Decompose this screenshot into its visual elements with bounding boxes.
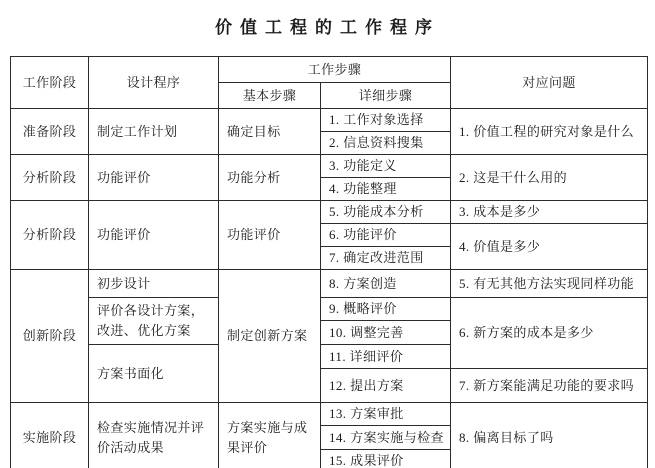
table-row: [11, 109, 648, 132]
header-basic-steps: 基本步骤: [219, 83, 321, 109]
table-row: [11, 201, 648, 224]
detail-step-cell: 5. 功能成本分析: [321, 201, 451, 224]
header-work-stage: 工作阶段: [11, 57, 89, 109]
detail-step-cell: 9. 概略评价: [321, 298, 451, 321]
detail-step-cell: 12. 提出方案: [321, 369, 451, 403]
detail-step-cell: 15. 成果评价: [321, 450, 451, 468]
basic-step-cell: 功能评价: [219, 201, 321, 270]
basic-step-cell: 功能分析: [219, 155, 321, 201]
page-title: 价值工程的工作程序: [215, 18, 440, 37]
stage-cell-implementation: 实施阶段: [11, 403, 89, 468]
question-cell: 8. 偏离目标了吗: [451, 403, 648, 468]
table-row: [11, 298, 648, 321]
detail-step-cell: 6. 功能评价: [321, 224, 451, 247]
table-row: [11, 270, 648, 298]
detail-step-cell: 7. 确定改进范围: [321, 247, 451, 270]
basic-step-cell: 方案实施与成果评价: [219, 403, 321, 468]
procedure-cell: 方案书面化: [89, 345, 219, 403]
header-questions: 对应问题: [451, 57, 648, 109]
header-detailed-steps: 详细步骤: [321, 83, 451, 109]
detail-step-cell: 3. 功能定义: [321, 155, 451, 178]
detail-step-cell: 10. 调整完善: [321, 321, 451, 345]
procedure-cell: 功能评价: [89, 155, 219, 201]
header-work-steps-group: 工作步骤: [219, 57, 451, 83]
detail-step-cell: 4. 功能整理: [321, 178, 451, 201]
table-row: [11, 155, 648, 178]
detail-step-cell: 2. 信息资料搜集: [321, 132, 451, 155]
procedure-cell: 评价各设计方案，改进、优化方案: [89, 298, 219, 345]
stage-cell-innovation: 创新阶段: [11, 270, 89, 403]
question-cell: 5. 有无其他方法实现同样功能: [451, 270, 648, 298]
detail-step-cell: 13. 方案审批: [321, 403, 451, 426]
procedure-cell: 功能评价: [89, 201, 219, 270]
question-cell: 3. 成本是多少: [451, 201, 648, 224]
basic-step-cell: 确定目标: [219, 109, 321, 155]
value-engineering-procedure-table: [10, 56, 648, 468]
stage-cell-preparation: 准备阶段: [11, 109, 89, 155]
basic-step-cell: 制定创新方案: [219, 270, 321, 403]
table-row: [11, 403, 648, 426]
procedure-cell: 检查实施情况并评价活动成果: [89, 403, 219, 468]
detail-step-cell: 1. 工作对象选择: [321, 109, 451, 132]
detail-step-cell: 8. 方案创造: [321, 270, 451, 298]
header-row-1: [11, 57, 648, 83]
stage-cell-analysis-1: 分析阶段: [11, 155, 89, 201]
header-design-procedure: 设计程序: [89, 57, 219, 109]
question-cell: 1. 价值工程的研究对象是什么: [451, 109, 648, 155]
question-cell: 6. 新方案的成本是多少: [451, 298, 648, 369]
procedure-cell: 制定工作计划: [89, 109, 219, 155]
detail-step-cell: 11. 详细评价: [321, 345, 451, 369]
question-cell: 4. 价值是多少: [451, 224, 648, 270]
question-cell: 2. 这是干什么用的: [451, 155, 648, 201]
detail-step-cell: 14. 方案实施与检查: [321, 426, 451, 450]
question-cell: 7. 新方案能满足功能的要求吗: [451, 369, 648, 403]
procedure-cell: 初步设计: [89, 270, 219, 298]
stage-cell-analysis-2: 分析阶段: [11, 201, 89, 270]
